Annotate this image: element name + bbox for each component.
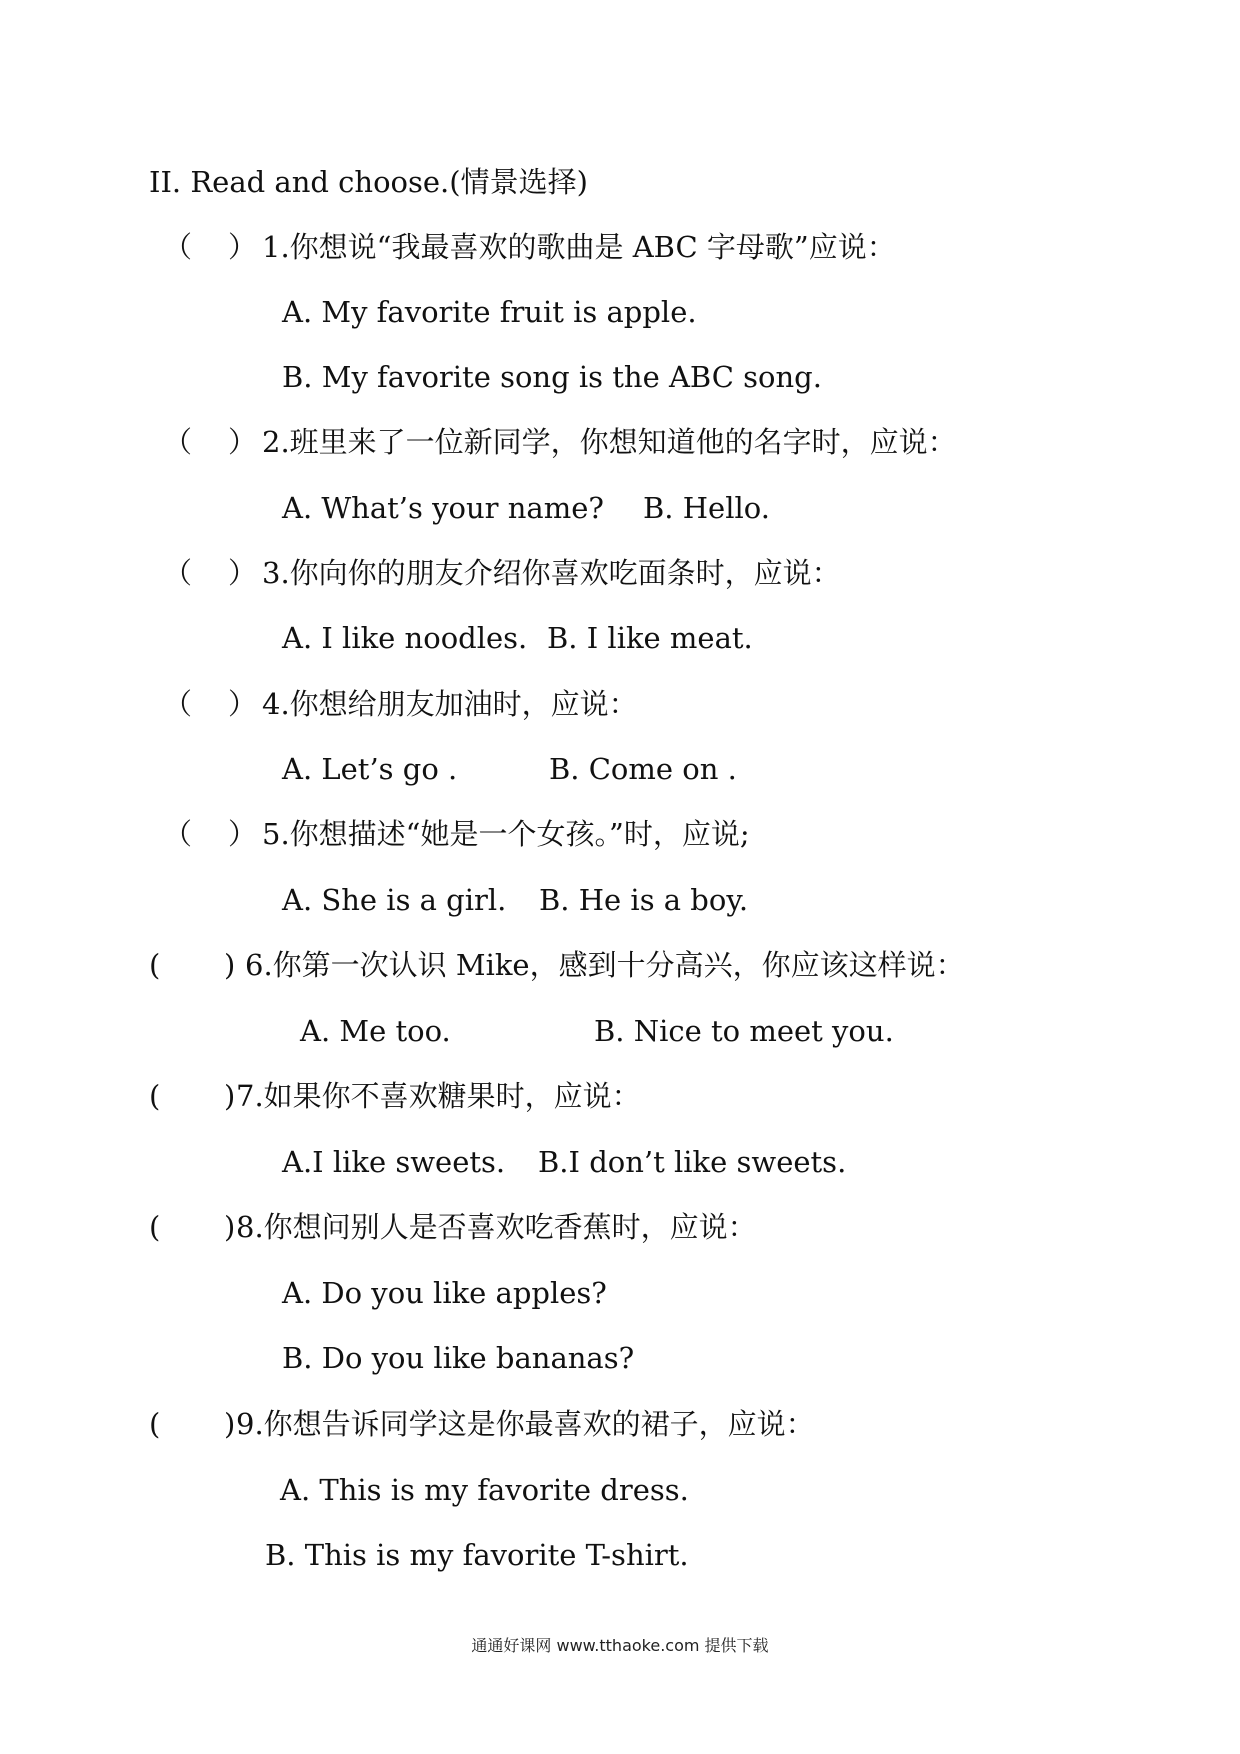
option-b: B. Do you like bananas? [282,1341,635,1375]
question-text: 5.你想描述“她是一个女孩。”时，应说; [262,817,750,851]
answer-paren-close: ) [224,1407,236,1441]
option-a: A. Do you like apples? [282,1276,607,1310]
option-a: A.I like sweets. [282,1145,506,1179]
option-b: B. He is a boy. [539,883,749,917]
question-text: 7.如果你不喜欢糖果时，应说： [236,1079,641,1113]
option-b: B. This is my favorite T-shirt. [265,1538,689,1572]
option-a: A. She is a girl. [282,883,507,917]
answer-paren-close: ） [228,556,258,590]
answer-paren-open: （ [163,425,193,459]
question-text: 6.你第一次认识 Mike，感到十分高兴，你应该这样说： [245,948,965,982]
option-a: A. My favorite fruit is apple. [282,295,697,329]
option-b: B. Nice to meet you. [594,1014,894,1048]
question-text: 3.你向你的朋友介绍你喜欢吃面条时，应说： [262,556,841,590]
answer-paren-open: （ [163,230,193,264]
option-b: B. I like meat. [547,621,753,655]
option-b: B. Hello. [643,491,770,525]
question-text: 8.你想问别人是否喜欢吃香蕉时，应说： [236,1210,757,1244]
option-a: A. This is my favorite dress. [280,1473,689,1507]
question-text: 9.你想告诉同学这是你最喜欢的裙子，应说： [236,1407,815,1441]
answer-paren-open: ( [149,1210,161,1244]
answer-paren-close: ) [224,1210,236,1244]
question-text: 1.你想说“我最喜欢的歌曲是 ABC 字母歌”应说： [262,230,896,264]
answer-paren-close: ） [228,687,258,721]
option-a: A. What’s your name? [282,491,604,525]
answer-paren-close: ） [228,230,258,264]
answer-paren-open: （ [163,817,193,851]
answer-paren-close: ) [224,1079,236,1113]
option-b: B. My favorite song is the ABC song. [282,360,822,394]
answer-paren-close: ) [224,948,236,982]
option-b: B. Come on . [549,752,737,786]
option-a: A. Me too. [300,1014,451,1048]
option-a: A. Let’s go . [282,752,458,786]
answer-paren-close: ） [228,817,258,851]
answer-paren-open: ( [149,1079,161,1113]
option-a: A. I like noodles. [282,621,528,655]
section-heading: II. Read and choose.(情景选择) [149,165,588,199]
answer-paren-open: ( [149,1407,161,1441]
question-text: 4.你想给朋友加油时，应说： [262,687,638,721]
answer-paren-open: （ [163,687,193,721]
option-b: B.I don’t like sweets. [538,1145,847,1179]
answer-paren-open: ( [149,948,161,982]
answer-paren-open: （ [163,556,193,590]
question-text: 2.班里来了一位新同学，你想知道他的名字时，应说： [262,425,957,459]
answer-paren-close: ） [228,425,258,459]
footer-source: 通通好课网 www.tthaoke.com 提供下载 [471,1636,769,1655]
